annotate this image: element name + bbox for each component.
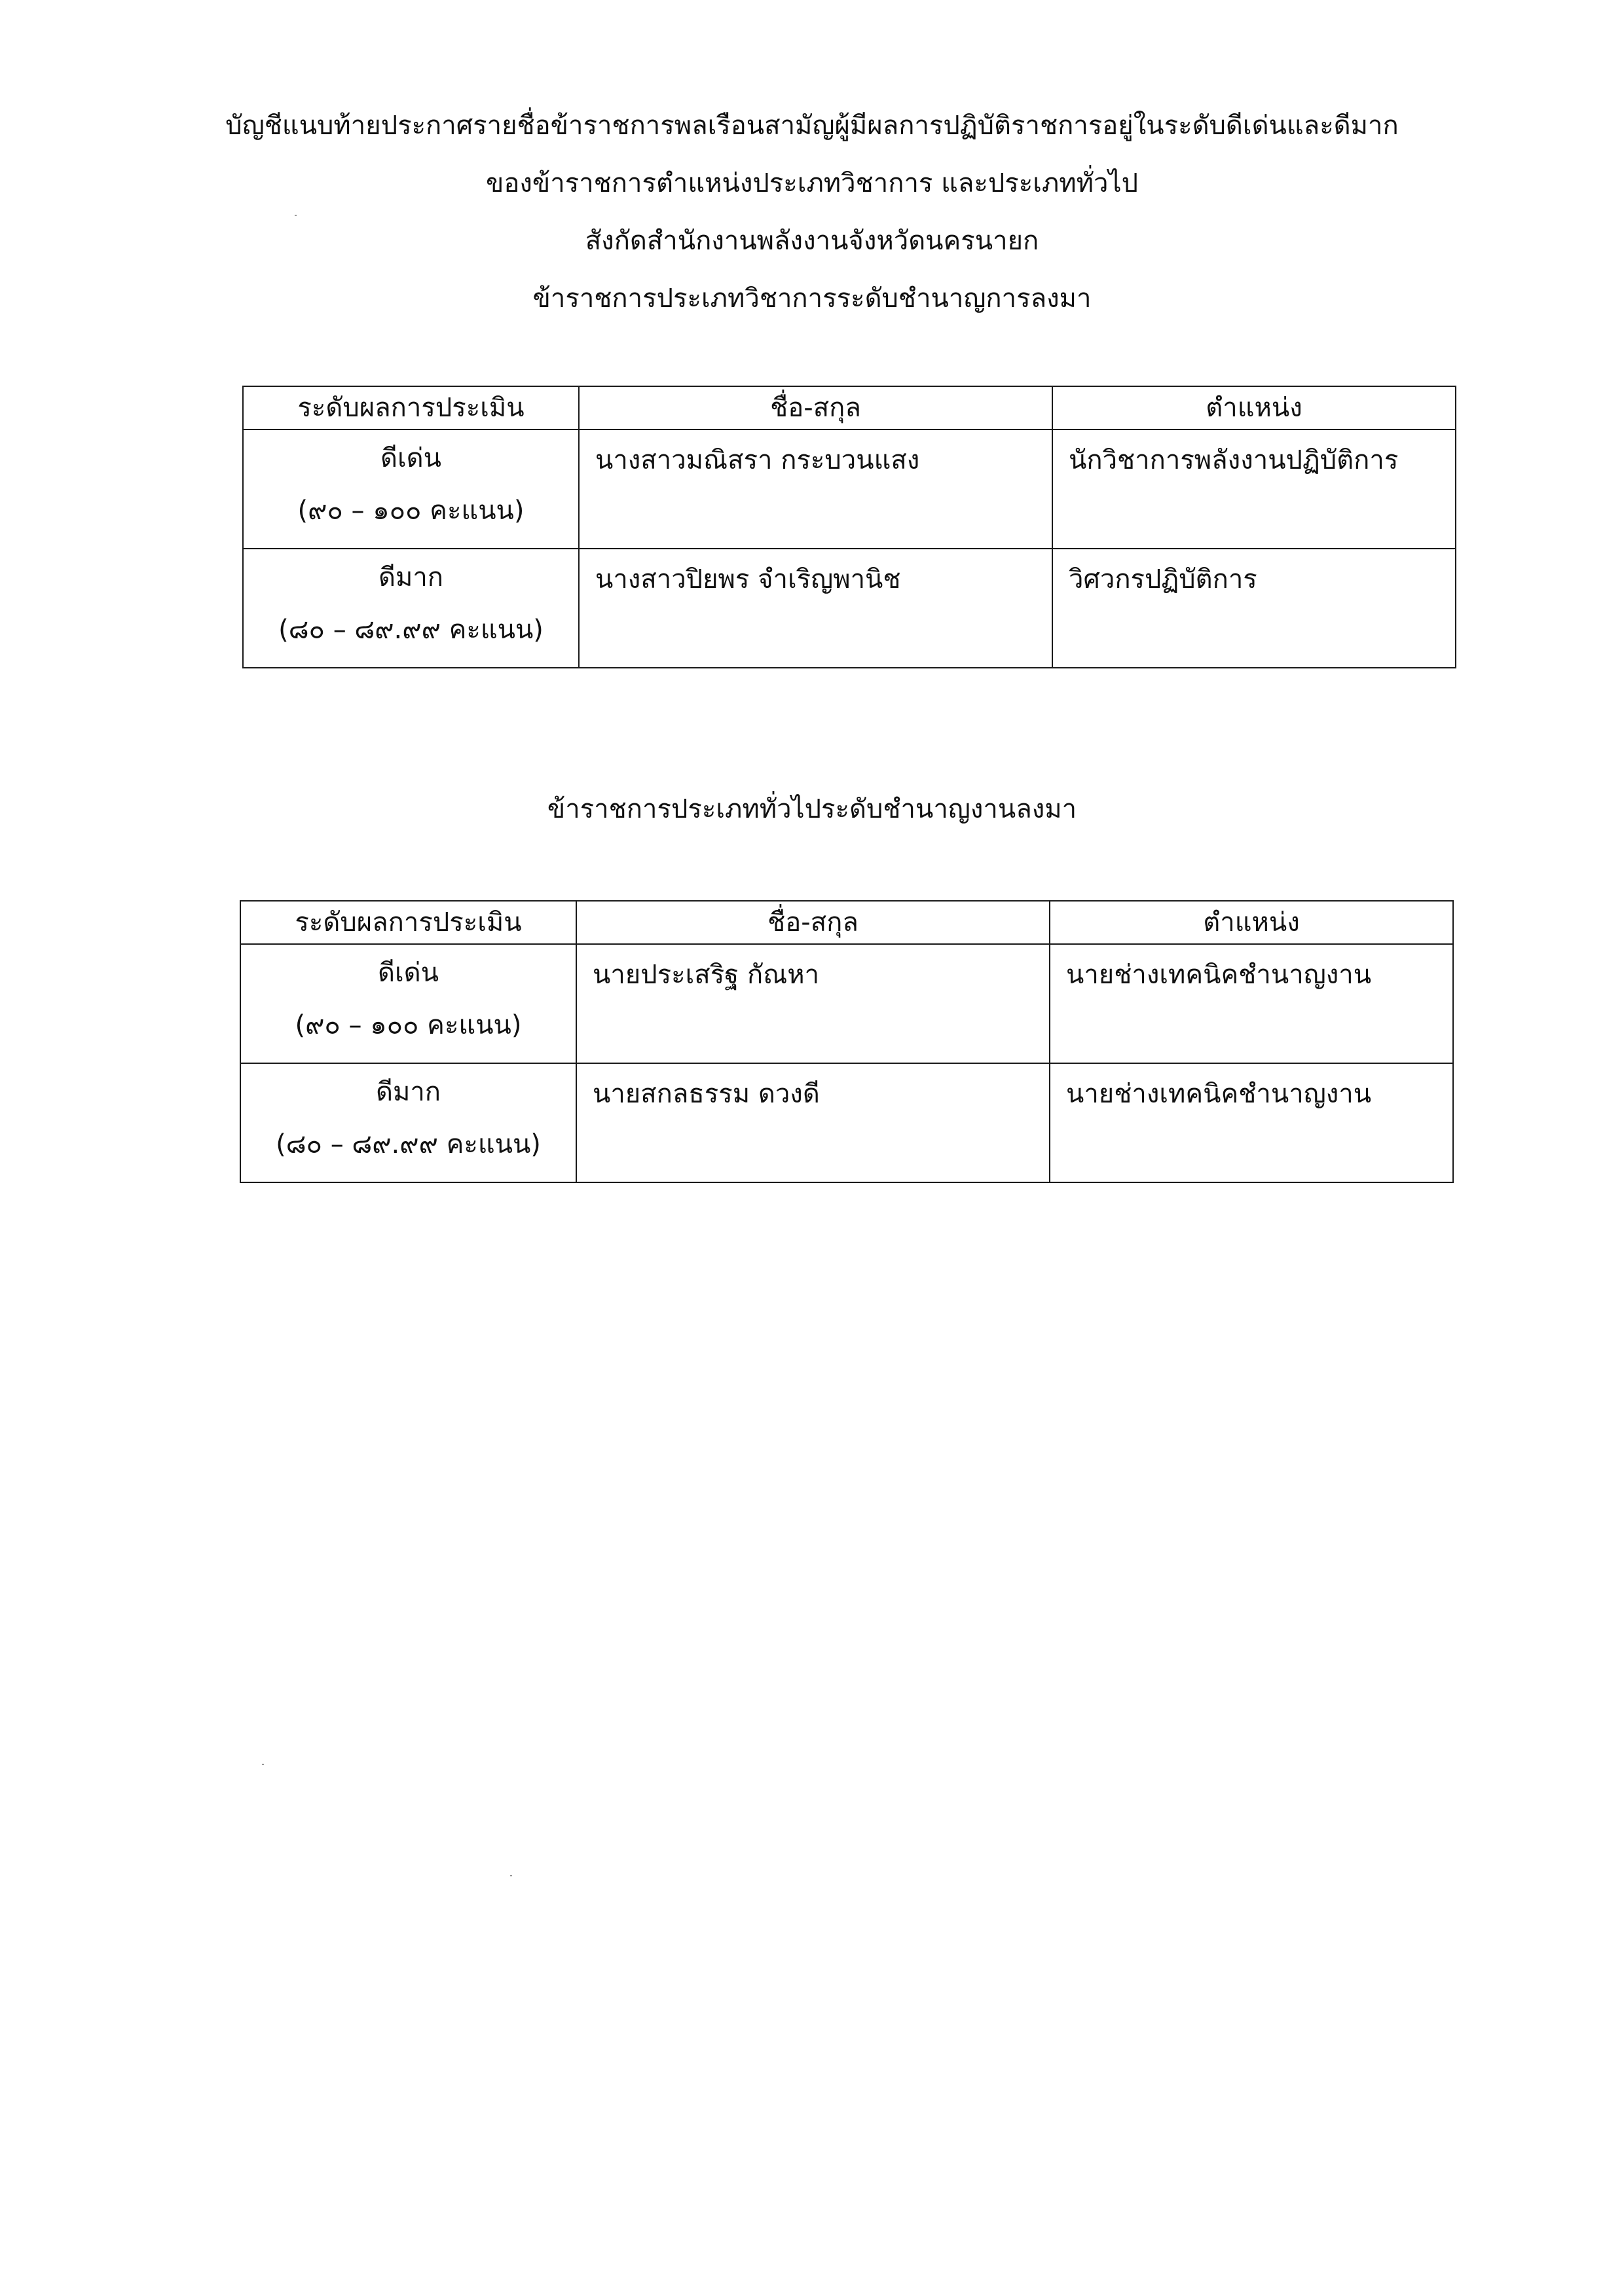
name-cell [576,944,1050,1063]
scan-speck [262,1764,264,1765]
score-range: (๘๐ – ๘๙.๙๙ คะแนน) [276,1129,541,1159]
table-row [240,944,1453,1063]
name-cell [579,549,1052,668]
level-name: ดีเด่น [380,443,441,473]
document-title-line-2: ของข้าราชการตำแหน่งประเภทวิชาการ และประเภททั่วไป [485,168,1138,198]
scan-speck [295,215,297,216]
document-title-line-3: สังกัดสำนักงานพลังงานจังหวัดนครนายก [585,226,1039,256]
score-range: (๙๐ – ๑๐๐ คะแนน) [295,1010,522,1040]
level-cell [240,1063,576,1182]
level-cell [240,944,576,1063]
position-title: วิศวกรปฏิบัติการ [1069,564,1257,594]
table-row [243,429,1456,549]
person-name: นายประเสริฐ กัณหา [593,960,820,990]
person-name: นางสาวมณิสรา กระบวนแสง [595,445,920,475]
position-cell [1052,429,1456,549]
section-2-title: ข้าราชการประเภททั่วไประดับชำนาญงานลงมา [547,794,1077,824]
column-header-level: ระดับผลการประเมิน [240,901,576,944]
column-header-name: ชื่อ-สกุล [579,386,1052,429]
level-name: ดีมาก [375,1077,441,1107]
column-header-position: ตำแหน่ง [1050,901,1453,944]
score-range: (๘๐ – ๘๙.๙๙ คะแนน) [278,615,544,645]
position-title: นายช่างเทคนิคชำนาญงาน [1066,960,1372,990]
score-range: (๙๐ – ๑๐๐ คะแนน) [297,496,525,526]
position-cell [1052,549,1456,668]
table-header-row [240,901,1453,944]
level-name: ดีเด่น [378,958,439,988]
position-cell [1050,1063,1453,1182]
table-row [243,549,1456,668]
position-cell [1050,944,1453,1063]
column-header-level: ระดับผลการประเมิน [243,386,579,429]
table-header-row [243,386,1456,429]
person-name: นางสาวปิยพร จำเริญพานิช [595,564,901,594]
column-header-name: ชื่อ-สกุล [576,901,1050,944]
section-1-title: ข้าราชการประเภทวิชาการระดับชำนาญการลงมา [532,283,1092,314]
name-cell [579,429,1052,549]
person-name: นายสกลธรรม ดวงดี [593,1079,820,1109]
document-title-line-1: บัญชีแนบท้ายประกาศรายชื่อข้าราชการพลเรือนสามัญผู้มีผลการปฏิบัติราชการอยู่ในระดับดีเด่นและดีมาก [225,111,1399,141]
level-cell [243,429,579,549]
grade-table-academic [242,386,1456,668]
level-cell [243,549,579,668]
name-cell [576,1063,1050,1182]
level-name: ดีมาก [378,562,444,592]
column-header-position: ตำแหน่ง [1052,386,1456,429]
grade-table-general [240,900,1454,1183]
table-row [240,1063,1453,1182]
position-title: นักวิชาการพลังงานปฏิบัติการ [1069,445,1399,475]
scan-speck [510,1875,512,1876]
position-title: นายช่างเทคนิคชำนาญงาน [1066,1079,1372,1109]
